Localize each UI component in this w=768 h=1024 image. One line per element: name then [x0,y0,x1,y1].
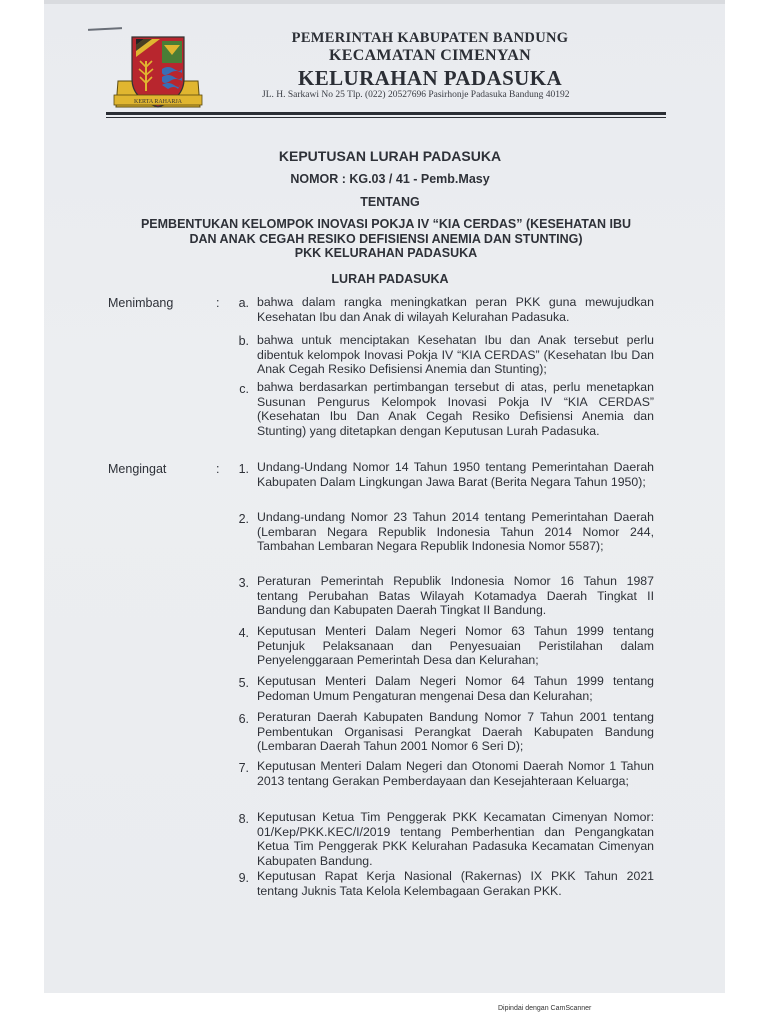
menimbang-item-text: bahwa dalam rangka meningkatkan peran PKK guna mewujudkan Kesehatan Ibu dan Anak di wilayah Kelurahan Padasuka. [257,295,654,324]
mengingat-item-text: Peraturan Pemerintah Republik Indonesia Nomor 16 Tahun 1987 tentang Perubahan Batas Wilayah Kotamadya Daerah Tingkat II Bandung dan Kabupaten Daerah Tingkat II Bandung. [257,574,654,617]
lurah-heading: LURAH PADASUKA [331,272,449,286]
mengingat-item-text: Peraturan Daerah Kabupaten Bandung Nomor 7 Tahun 2001 tentang Pembentukan Organisasi Perangkat Daerah Kabupaten Bandung (Lembaran Daerah Tahun 2001 Nomor 6 Seri D); [257,710,654,753]
mengingat-item-num: 7. [238,761,249,775]
decree-tentang: TENTANG [360,195,420,209]
camscanner-watermark: Dipindai dengan CamScanner [498,1005,592,1012]
menimbang-item-text: bahwa berdasarkan pertimbangan tersebut di atas, perlu menetapkan Susunan Pengurus Kelompok Inovasi Pokja IV “KIA CERDAS” (Kesehatan Ibu Dan Anak Cegah Resiko Defisiensi Anemia dan Stunting) yang ditetapkan dengan Keputusan Lurah Padasuka. [257,380,654,438]
letterhead-line3: KELURAHAN PADASUKA [297,66,563,90]
mengingat-item-text: Keputusan Ketua Tim Penggerak PKK Kecamatan Cimenyan Nomor: 01/Kep/PKK.KEC/I/2019 tentang Pemberhentian dan Pengangkatan Ketua Tim Penggerak PKK Kelurahan Padasuka Kecamatan Cimenyan Kabupaten Bandung. [257,810,654,868]
menimbang-item-num: a. [238,296,249,310]
decree-subject [96,217,676,261]
mengingat-item-num: 8. [238,812,249,826]
letterhead-address: JL. H. Sarkawi No 25 Tlp. (022) 20527696 Pasirhonje Padasuka Bandung 40192 [262,90,570,100]
mengingat-item-text: Keputusan Menteri Dalam Negeri dan Otonomi Daerah Nomor 1 Tahun 2013 tentang Gerakan Pemberdayaan dan Kesejahteraan Keluarga; [257,759,654,788]
mengingat-colon: : [216,462,220,476]
mengingat-item-text: Keputusan Menteri Dalam Negeri Nomor 63 Tahun 1999 tentang Petunjuk Pelaksanaan dan Penyesuaian Peristilahan dalam Penyelenggaraan Pemerintah Desa dan Kelurahan; [257,624,654,667]
menimbang-item-num: c. [239,382,249,396]
mengingat-item-text: Keputusan Rapat Kerja Nasional (Rakernas) IX PKK Tahun 2021 tentang Juknis Tata Kelola Kelembagaan Gerakan PKK. [257,869,654,898]
logo-ribbon-text: KERTA RAHARJA [134,99,182,105]
subject-line-2: DAN ANAK CEGAH RESIKO DEFISIENSI ANEMIA DAN STUNTING) [189,231,583,246]
mengingat-item-num: 6. [238,712,249,726]
menimbang-label: Menimbang [108,296,174,310]
mengingat-item-num: 5. [238,676,249,690]
decree-title: KEPUTUSAN LURAH PADASUKA [278,148,502,164]
letterhead-line2: KECAMATAN CIMENYAN [329,47,531,64]
mengingat-item-num: 3. [238,576,249,590]
mengingat-item-num: 9. [238,871,249,885]
mengingat-item-text: Keputusan Menteri Dalam Negeri Nomor 64 Tahun 1999 tentang Pedoman Umum Pengaturan mengenai Desa dan Kelurahan; [257,674,654,703]
mengingat-item-num: 1. [238,462,249,476]
mengingat-item-text: Undang-Undang Nomor 14 Tahun 1950 tentang Pemerintahan Daerah Kabupaten Dalam Lingkungan Jawa Barat (Berita Negara Tahun 1950); [257,460,654,489]
mengingat-item-text: Undang-undang Nomor 23 Tahun 2014 tentang Pemerintahan Daerah (Lembaran Negara Republik Indonesia Tahun 2014 Nomor 244, Tambahan Lembaran Negara Republik Indonesia Nomor 5587); [257,510,654,553]
subject-line-1: PEMBENTUKAN KELOMPOK INOVASI POKJA IV “KIA CERDAS” (KESEHATAN IBU [140,217,632,231]
letterhead-line1: PEMERINTAH KABUPATEN BANDUNG [291,30,569,46]
letterhead-rule-thin [106,117,666,118]
subject-line-3: PKK KELURAHAN PADASUKA [294,246,478,260]
decree-number: NOMOR : KG.03 / 41 - Pemb.Masy [290,172,490,186]
page-top-edge [44,0,725,4]
menimbang-item-text: bahwa untuk menciptakan Kesehatan Ibu dan Anak tersebut perlu dibentuk kelompok Inovasi Pokja IV “KIA CERDAS” (Kesehatan Ibu Dan Anak Cegah Resiko Defisiensi Anemia dan Stunting); [257,333,654,376]
menimbang-item-num: b. [238,334,249,348]
mengingat-item-num: 2. [238,512,249,526]
menimbang-colon: : [216,296,220,310]
kabupaten-bandung-logo-icon [108,33,208,111]
letterhead-rule-thick [106,112,666,115]
mengingat-item-num: 4. [238,626,249,640]
mengingat-label: Mengingat [108,462,167,476]
